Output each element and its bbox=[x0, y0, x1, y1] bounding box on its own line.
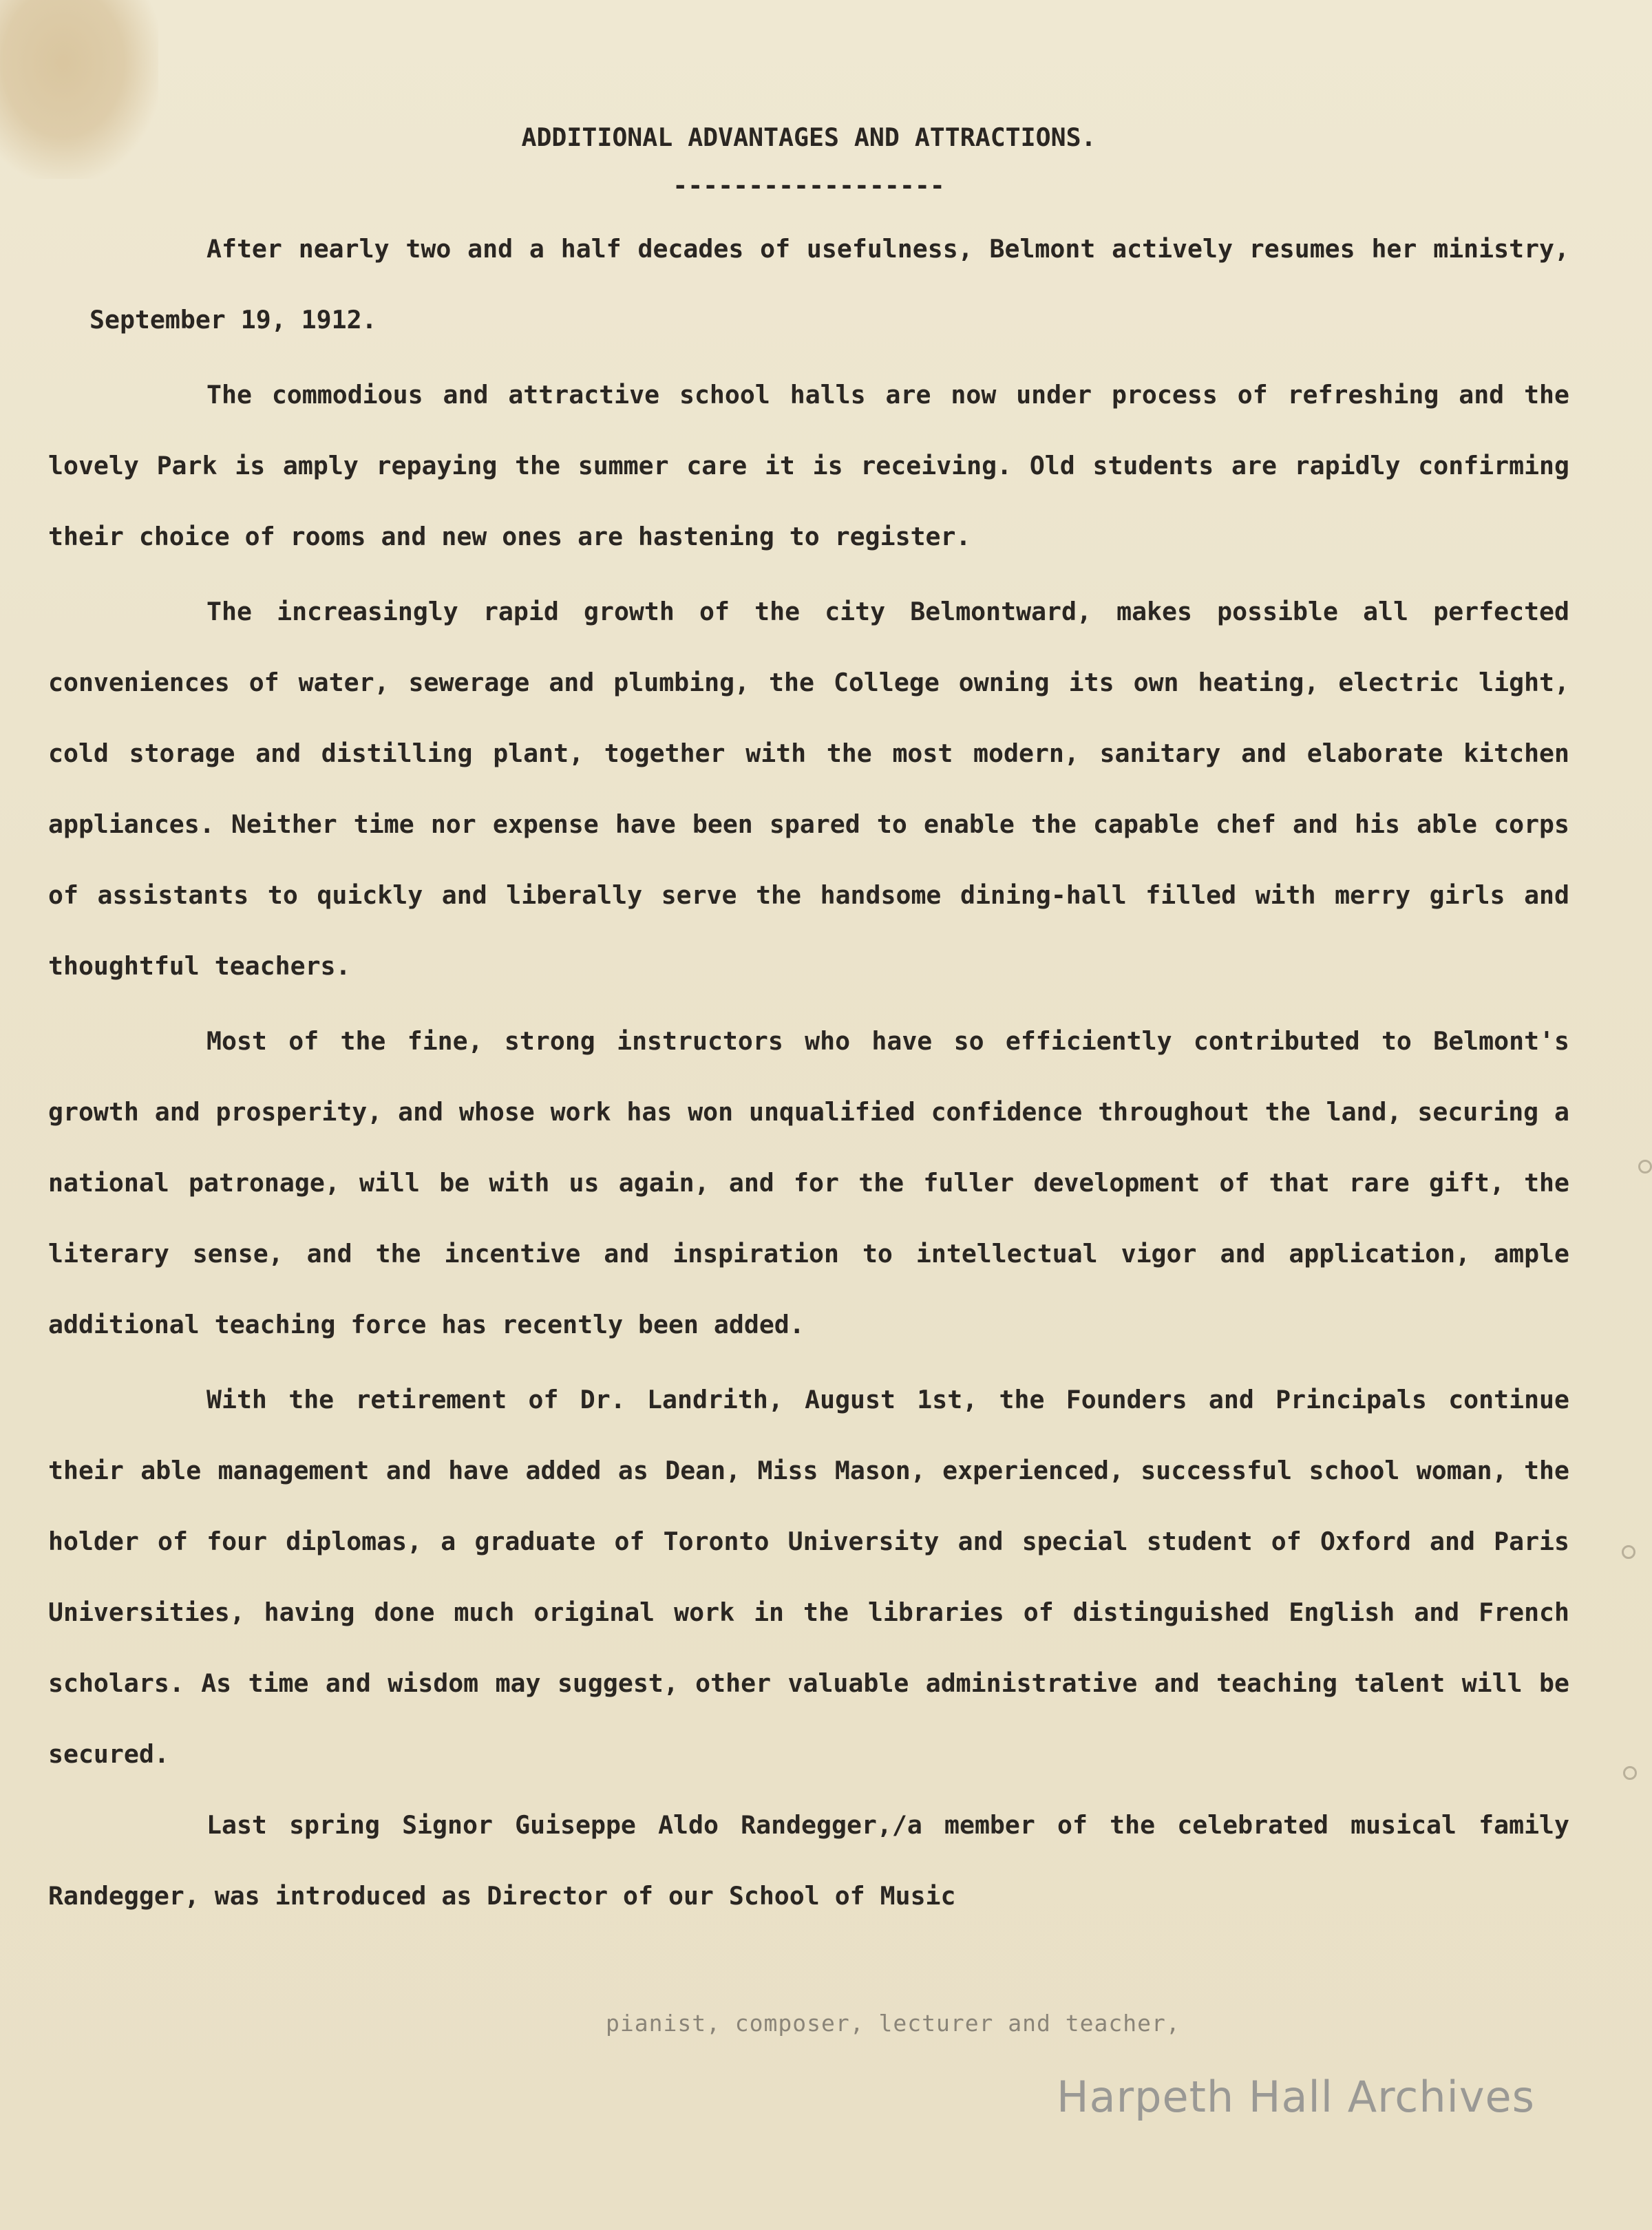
document-title: ADDITIONAL ADVANTAGES AND ATTRACTIONS. bbox=[521, 123, 1097, 152]
punch-hole bbox=[1638, 1160, 1652, 1174]
paragraph-6: Last spring Signor Guiseppe Aldo Randegger,/a member of the celebrated musical family Randegger, was introduced as Director of our School of Music bbox=[48, 1810, 1569, 1911]
paragraph-1: After nearly two and a half decades of usefulness, Belmont actively resumes her ministry, September 19, 1912. bbox=[89, 234, 1569, 334]
typed-insertion: pianist, composer, lecturer and teacher, bbox=[606, 2010, 1180, 2037]
punch-hole bbox=[1623, 1766, 1637, 1780]
title-rule: ------------------ bbox=[673, 171, 945, 200]
typed-letter bbox=[48, 110, 1569, 1931]
paragraph-4: Most of the fine, strong instructors who have so efficiently contributed to Belmont's growth and prosperity, and whose work has won unqualified confidence throughout the land, securing a national patronage, will be with us again, and for the fuller development of that rare gift, the literary sense, and the incentive and inspiration to intellectual vigor and application, ample additional teaching force has recently been added. bbox=[48, 1026, 1569, 1339]
punch-hole bbox=[1622, 1545, 1635, 1559]
paragraph-5: With the retirement of Dr. Landrith, August 1st, the Founders and Principals continue their able management and have added as Dean, Miss Mason, experienced, successful school woman, the holder of four diplomas, a graduate of Toronto University and special student of Oxford and Paris Universities, having done much original work in the libraries of distinguished English and French scholars. As time and wisdom may suggest, other valuable administrative and teaching talent will be secured. bbox=[48, 1385, 1569, 1769]
paragraph-3: The increasingly rapid growth of the city Belmontward, makes possible all perfected conveniences of water, sewerage and plumbing, the College owning its own heating, electric light, cold storage and distilling plant, together with the most modern, sanitary and elaborate kitchen appliances. Neither time nor expense have been spared to enable the capable chef and his able corps of assistants to quickly and liberally serve the handsome dining-hall filled with merry girls and thoughtful teachers. bbox=[48, 597, 1569, 981]
archive-watermark: Harpeth Hall Archives bbox=[1057, 2072, 1535, 2122]
paragraph-2: The commodious and attractive school halls are now under process of refreshing and the lovely Park is amply repaying the summer care it is receiving. Old students are rapidly confirming their choice of rooms and new ones are hastening to register. bbox=[48, 380, 1569, 551]
